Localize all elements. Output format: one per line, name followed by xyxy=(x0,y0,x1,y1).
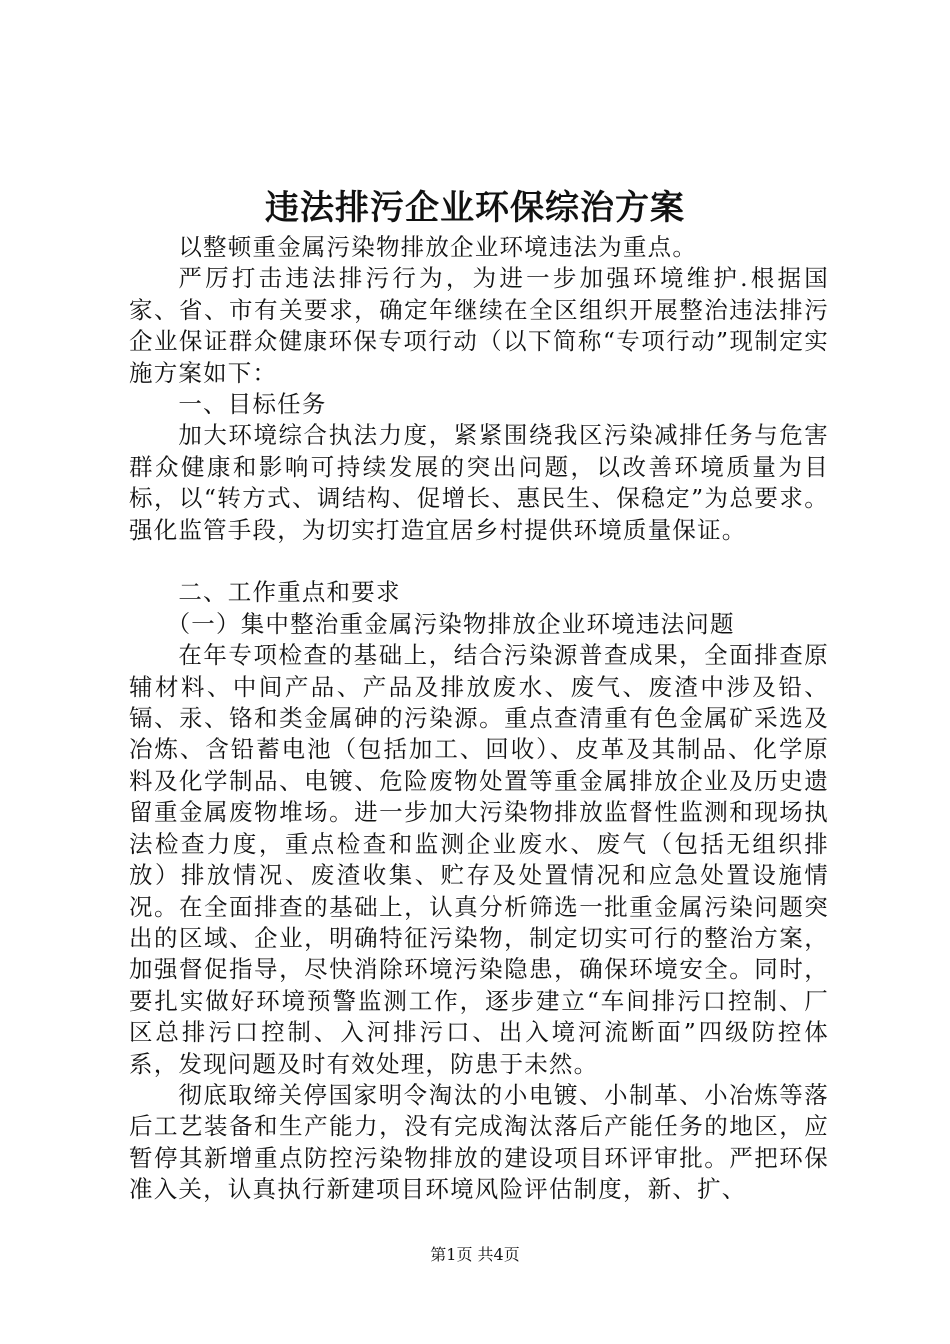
paragraph-background: 严厉打击违法排污行为，为进一步加强环境维护.根据国家、省、市有关要求，确定年继续在全区组织开展整治违法排污企业保证群众健康环保专项行动（以下简称“专项行动”现制定实施方案如下： xyxy=(129,264,829,387)
page-footer: 第1页 共4页 xyxy=(430,1245,520,1264)
blank-line xyxy=(129,546,829,577)
subsection-heading-heavy-metals: （一）集中整治重金属污染物排放企业环境违法问题 xyxy=(166,609,735,638)
document-title: 违法排污企业环保综治方案 xyxy=(265,188,685,228)
document-body xyxy=(129,232,829,1206)
paragraph-heavy-metals: 在年专项检查的基础上，结合污染源普查成果，全面排查原辅材料、中间产品、产品及排放废水、废气、废渣中涉及铅、镉、汞、铬和类金属砷的污染源。重点查清重有色金属矿采选及冶炼、含铅蓄电池（包括加工、回收）、皮革及其制品、化学原料及化学制品、电镀、危险废物处置等重金属排放企业及历史遗留重金属废物堆场。进一步加大污染物排放监督性监测和现场执法检查力度，重点检查和监测企业废水、废气（包括无组织排放）排放情况、废渣收集、贮存及处置情况和应急处置设施情况。在全面排查的基础上，认真分析筛选一批重金属污染问题突出的区域、企业，明确特征污染物，制定切实可行的整治方案，加强督促指导，尽快消除环境污染隐患，确保环境安全。同时，要扎实做好环境预警监测工作，逐步建立“车间排污口控制、厂区总排污口控制、入河排污口、出入境河流断面”四级防控体系，发现问题及时有效处理，防患于未然。 xyxy=(129,641,829,1078)
section-heading-goals: 一、目标任务 xyxy=(178,390,327,419)
section-heading-focus: 二、工作重点和要求 xyxy=(178,578,401,607)
paragraph-shutdown: 彻底取缔关停国家明令淘汰的小电镀、小制革、小冶炼等落后工艺装备和生产能力，没有完成淘汰落后产能任务的地区，应暂停其新增重点防控污染物排放的建设项目环评审批。严把环保准入关，认真执行新建项目环境风险评估制度，新、扩、 xyxy=(129,1080,829,1204)
paragraph-goals: 加大环境综合执法力度，紧紧围绕我区污染减排任务与危害群众健康和影响可持续发展的突出问题，以改善环境质量为目标，以“转方式、调结构、促增长、惠民生、保稳定”为总要求。强化监管手段，为切实打造宜居乡村提供环境质量保证。 xyxy=(129,421,829,544)
paragraph-intro: 以整顿重金属污染物排放企业环境违法为重点。 xyxy=(178,233,698,261)
